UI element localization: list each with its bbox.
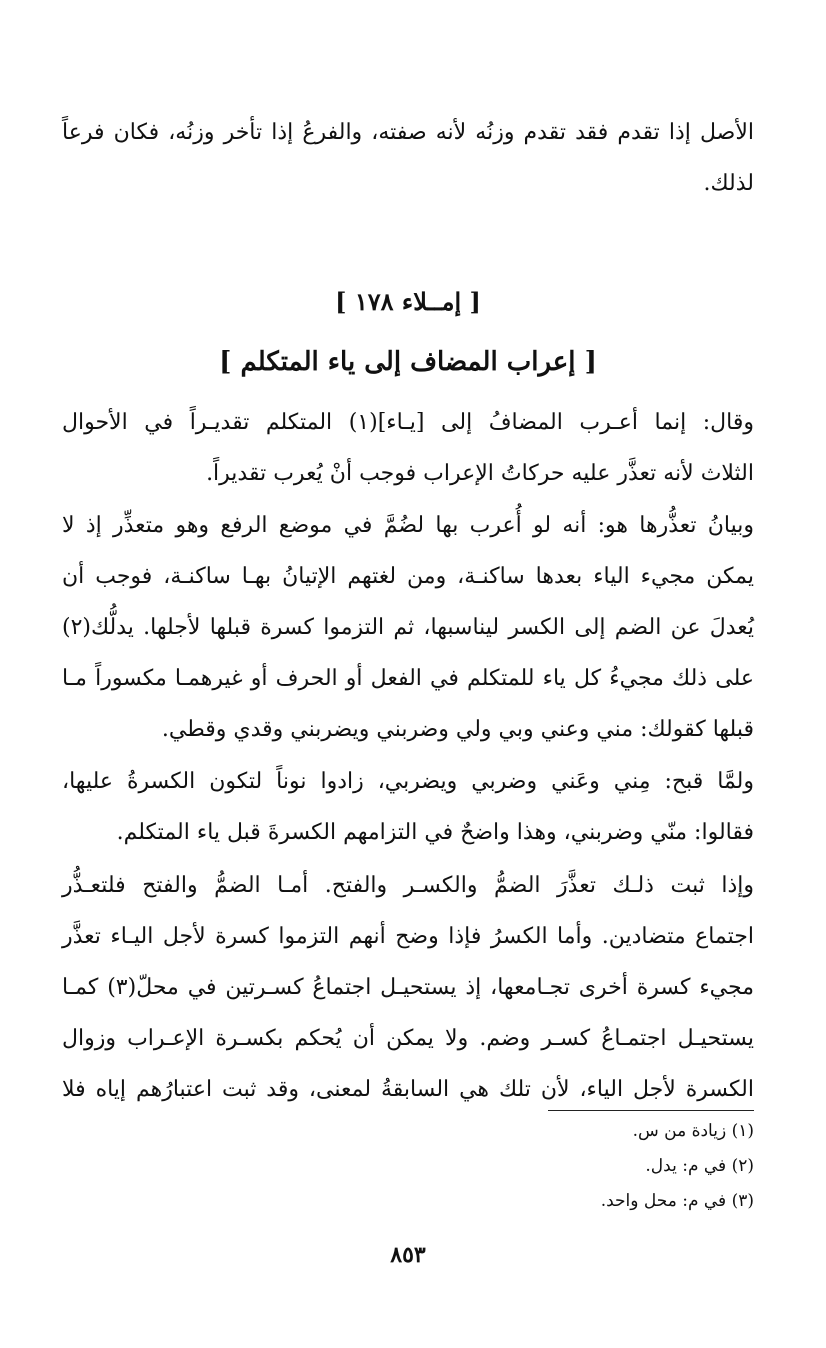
text-line: على ذلك مجيءُ كل ياء للمتكلم في الفعل أو الحرف أو غيرهمـا مكسوراً مـا	[62, 666, 754, 691]
text-line: فقالوا: منّي وضربني، وهذا واضحٌ في التزامهم الكسرةَ قبل ياء المتكلم.	[116, 820, 754, 845]
section-title: [ إعراب المضاف إلى ياء المتكلم ]	[219, 347, 597, 377]
text-line: قبلها كقولك: مني وعني وبي ولي وضربني ويضربني وقدي وقطي.	[161, 717, 754, 742]
footnotes	[62, 1114, 754, 1219]
body-paragraph	[62, 500, 754, 755]
text-line: يُعدلَ عن الضم إلى الكسر ليناسبها، ثم التزموا كسرة قبلها لأجلها. يدلُّك(٢)	[62, 615, 754, 640]
text-line: لذلك.	[703, 171, 754, 196]
footnote-divider	[548, 1110, 754, 1111]
text-line: وإذا ثبت ذلـك تعذَّرَ الضمُّ والكسـر والفتح. أمـا الضمُّ والفتح فلتعـذُّر	[62, 873, 754, 898]
book-page	[62, 0, 754, 1348]
intro-paragraph	[62, 107, 754, 209]
footnote: (١) زيادة من س.	[632, 1121, 754, 1141]
dictation-heading: [ إمــلاء ١٧٨ ]	[335, 287, 481, 316]
text-line: يستحيـل اجتمـاعُ كسـر وضم. ولا يمكن أن يُحكم بكسـرة الإعـراب وزوال	[62, 1026, 754, 1051]
text-line: وبيانُ تعذُّرها هو: أنه لو أُعرب بها لضُمَّ في موضع الرفع وهو متعذِّر إذ لا	[62, 513, 754, 538]
footnote: (٢) في م: يدل.	[645, 1156, 754, 1176]
text-line: الأصل إذا تقدم فقد تقدم وزنُه لأنه صفته، والفرعُ إذا تأخر وزنُه، فكان فرعاً	[62, 120, 754, 145]
page-number: ٨٥٣	[390, 1242, 426, 1268]
text-line: اجتماع متضادين. وأما الكسرُ فإذا وضح أنهم التزموا كسرة لأجل اليـاء تعذَّر	[62, 924, 754, 949]
footnote: (٣) في م: محل واحد.	[600, 1191, 754, 1211]
text-line: وقال: إنما أعـرب المضافُ إلى [يـاء](١) المتكلم تقديـراً في الأحوال	[62, 410, 754, 435]
body-paragraph	[62, 397, 754, 499]
text-line: مجيء كسرة أخرى تجـامعها، إذ يستحيـل اجتماعُ كسـرتين في محلّ(٣) كمـا	[62, 975, 754, 1000]
body-paragraph	[62, 860, 754, 1115]
text-line: يمكن مجيء الياء بعدها ساكنـة، ومن لغتهم الإتيانُ بهـا ساكنـة، فوجب أن	[62, 564, 754, 589]
text-line: ولمَّا قبح: مِني وعَني وضربي ويضربي، زادوا نوناً لتكون الكسرةُ عليها،	[62, 769, 754, 794]
text-line: الثلاث لأنه تعذَّر عليه حركاتُ الإعراب فوجب أنْ يُعرب تقديراً.	[206, 461, 754, 486]
body-paragraph	[62, 756, 754, 858]
text-line: الكسرة لأجل الياء، لأن تلك هي السابقةُ لمعنى، وقد ثبت اعتبارُهم إياه فلا	[62, 1077, 754, 1102]
